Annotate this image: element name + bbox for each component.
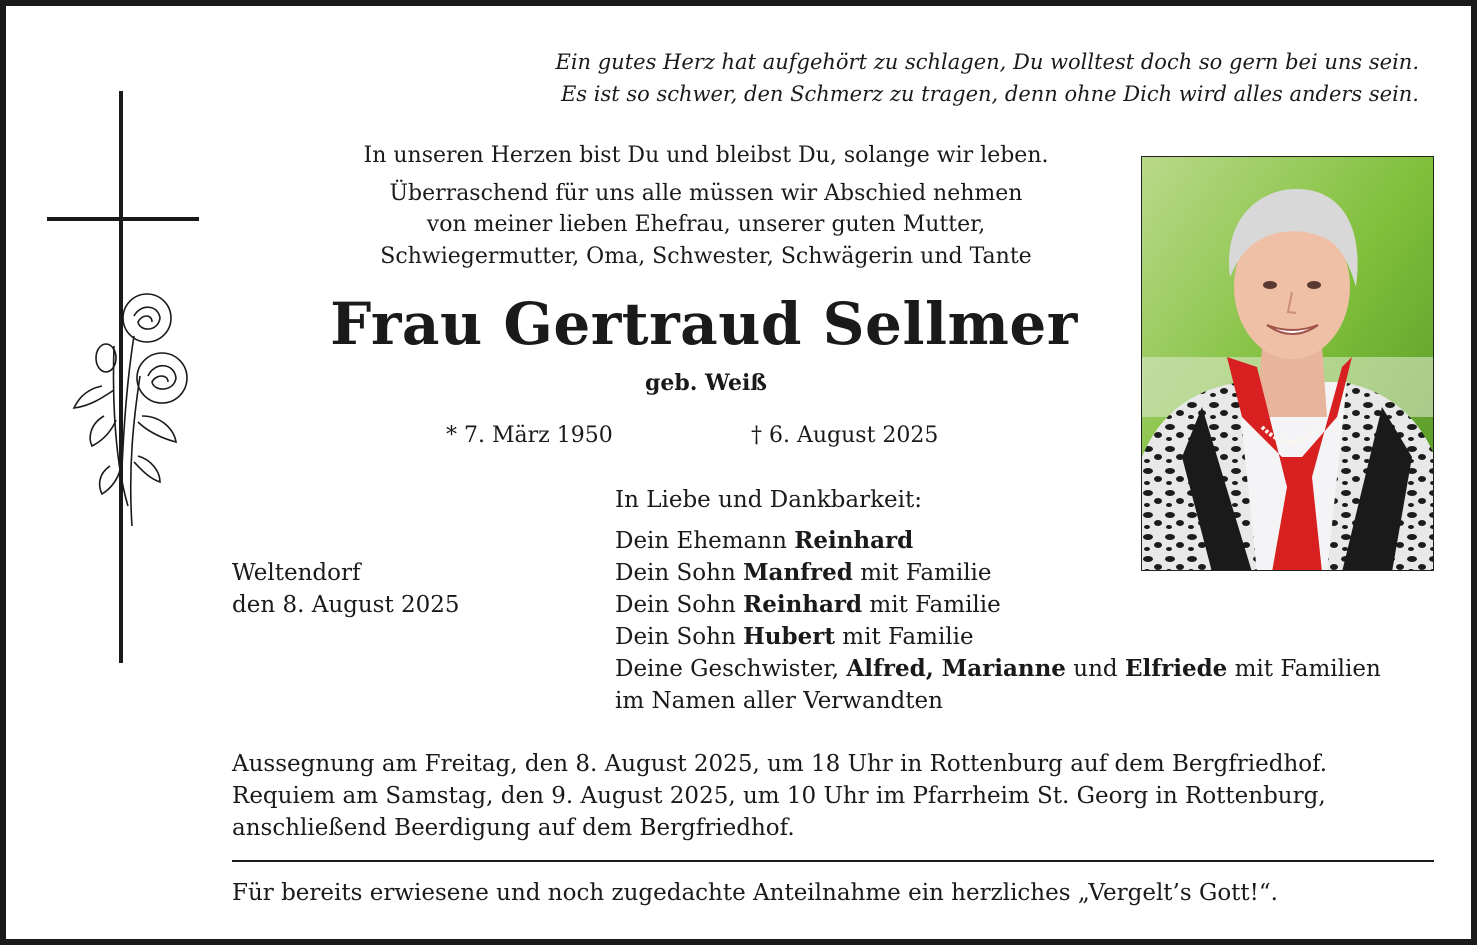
mourner-conjunction: und — [1065, 656, 1125, 682]
portrait-photo — [1141, 156, 1434, 571]
mourner-relation: Dein Sohn — [615, 592, 744, 618]
intro-line-1: In unseren Herzen bist Du und bleibst Du, solange wir leben. — [363, 143, 1049, 168]
portrait-image — [1142, 157, 1434, 571]
mourner-name: Alfred, Marianne — [846, 655, 1066, 682]
mourner-name: Reinhard — [743, 591, 863, 618]
intro-line-2: Überraschend für uns alle müssen wir Abschied nehmen — [389, 181, 1023, 206]
maiden-name: geb. Weiß — [644, 370, 768, 396]
mourner-row — [615, 653, 1381, 685]
mourner-relation: Deine Geschwister, — [615, 656, 847, 682]
cross-with-roses-icon — [42, 86, 212, 671]
quote-line-2: Es ist so schwer, den Schmerz zu tragen, denn ohne Dich wird alles anders sein. — [560, 82, 1419, 106]
mourner-suffix: mit Familie — [835, 624, 974, 650]
mourner-name: Hubert — [743, 623, 835, 650]
service-line-2: Requiem am Samstag, den 9. August 2025, um 10 Uhr im Pfarrheim St. Georg in Rottenburg, — [232, 783, 1326, 809]
mourner-relation: Dein Sohn — [615, 624, 744, 650]
mourner-name: Reinhard — [794, 527, 914, 554]
death-date: † 6. August 2025 — [751, 423, 939, 448]
service-line-1: Aussegnung am Freitag, den 8. August 2025, um 18 Uhr in Rottenburg auf dem Bergfriedhof. — [232, 751, 1328, 777]
mourner-relation: Dein Ehemann — [615, 528, 795, 554]
place: Weltendorf — [232, 560, 361, 586]
service-line-3: anschließend Beerdigung auf dem Bergfriedhof. — [232, 815, 795, 841]
quote-line-1: Ein gutes Herz hat aufgehört zu schlagen, Du wolltest doch so gern bei uns sein. — [555, 50, 1419, 74]
mourner-suffix: mit Familie — [862, 592, 1001, 618]
mourner-row — [615, 621, 974, 653]
deceased-name: Frau Gertraud Sellmer — [330, 290, 1078, 358]
intro-line-3: von meiner lieben Ehefrau, unserer guten Mutter, — [426, 212, 986, 237]
birth-date: * 7. März 1950 — [446, 423, 613, 448]
mourner-row — [615, 557, 992, 589]
divider — [232, 860, 1434, 862]
mourner-relation: Dein Sohn — [615, 560, 744, 586]
intro-line-4: Schwiegermutter, Oma, Schwester, Schwägerin und Tante — [380, 244, 1032, 269]
mourner-suffix: mit Familie — [852, 560, 992, 586]
mourner-row — [615, 589, 1001, 621]
mourner-suffix: mit Familien — [1227, 656, 1381, 682]
mourner-name: Manfred — [743, 559, 853, 586]
place-date: den 8. August 2025 — [232, 592, 460, 618]
thanks-line: Für bereits erwiesene und noch zugedachte Anteilnahme ein herzliches „Vergelt’s Gott!“. — [232, 880, 1278, 906]
mourners-closing: im Namen aller Verwandten — [615, 688, 943, 714]
mourners-heading: In Liebe und Dankbarkeit: — [615, 487, 922, 513]
mourner-row — [615, 525, 913, 557]
mourner-name: Elfriede — [1124, 655, 1228, 682]
